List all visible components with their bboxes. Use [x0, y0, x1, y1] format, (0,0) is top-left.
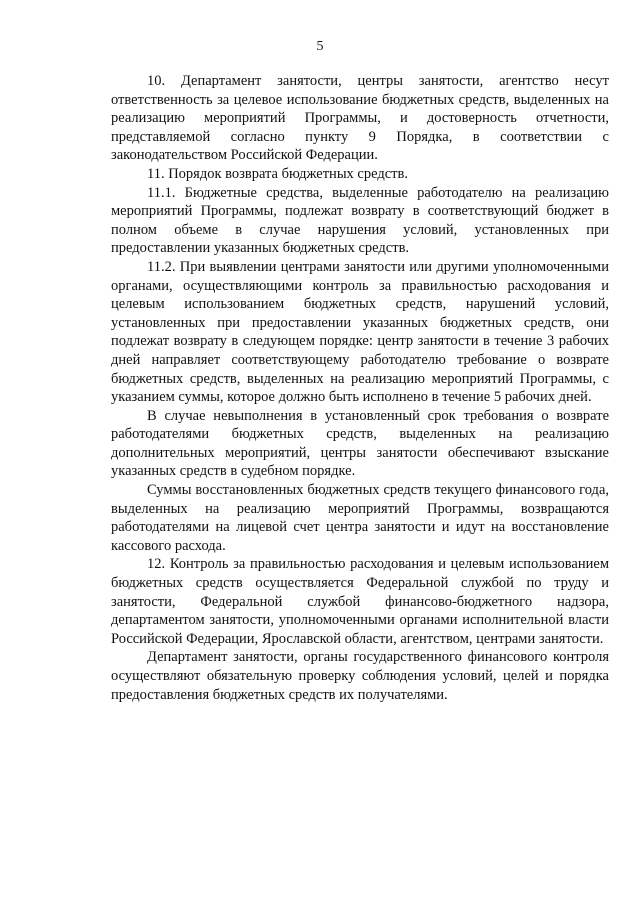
paragraph-mandatory-check: Департамент занятости, органы государственного финансового контроля осуществляют обязательную проверку соблюдения условий, целей и порядка предоставления бюджетных средств их получателями.	[111, 649, 609, 703]
paragraph-return-procedure-heading: 11. Порядок возврата бюджетных средств.	[147, 165, 408, 182]
page-number: 5	[316, 39, 324, 54]
paragraph-restored-amounts: Суммы восстановленных бюджетных средств текущего финансового года, выделенных на реализацию мероприятий Программы, возвращаются работодателями на лицевой счет центра занятости и идут на восстановление кассового расхода.	[111, 482, 609, 554]
document-body	[111, 72, 609, 704]
paragraph-return-full-volume: 11.1. Бюджетные средства, выделенные работодателю на реализацию мероприятий Программы, подлежат возврату в соответствующий бюджет в полном объеме в случае нарушения условий, установленных при предоставлении указанных бюджетных средств.	[111, 184, 609, 257]
paragraph-return-order: 11.2. При выявлении центрами занятости или другими уполномоченными органами, осуществляющими контроль за правильностью расходования и целевым использованием бюджетных средств, нарушений условий, установленных при предоставлении указанных бюджетных средств, они подлежат возврату в следующем порядке: центр занятости в течение 3 рабочих дней направляет соответствующему работодателю требование о возврате бюджетных средств, выделенных на реализацию мероприятий Программы, с указанием суммы, которое должно быть исполнено в течение 5 рабочих дней.	[111, 258, 609, 406]
paragraph-responsibility: 10. Департамент занятости, центры занятости, агентство несут ответственность за целевое использование бюджетных средств, выделенных на реализацию мероприятий Программы, и достоверность отчетности, представляемой согласно пункту 9 Порядка, в соответствии с законодательством Российской Федерации.	[111, 73, 609, 164]
paragraph-control: 12. Контроль за правильностью расходования и целевым использованием бюджетных средств осуществляется Федеральной службой по труду и занятости, Федеральной службой финансово-бюджетного надзора, департаментом занятости, уполномоченными органами исполнительной власти Российской Федерации, Ярославской области, агентством, центрами занятости.	[111, 556, 609, 647]
paragraph-court-recovery: В случае невыполнения в установленный срок требования о возврате работодателями бюджетных средств, выделенных на реализацию дополнительных мероприятий, центры занятости обеспечивают взыскание указанных средств в судебном порядке.	[111, 407, 609, 480]
